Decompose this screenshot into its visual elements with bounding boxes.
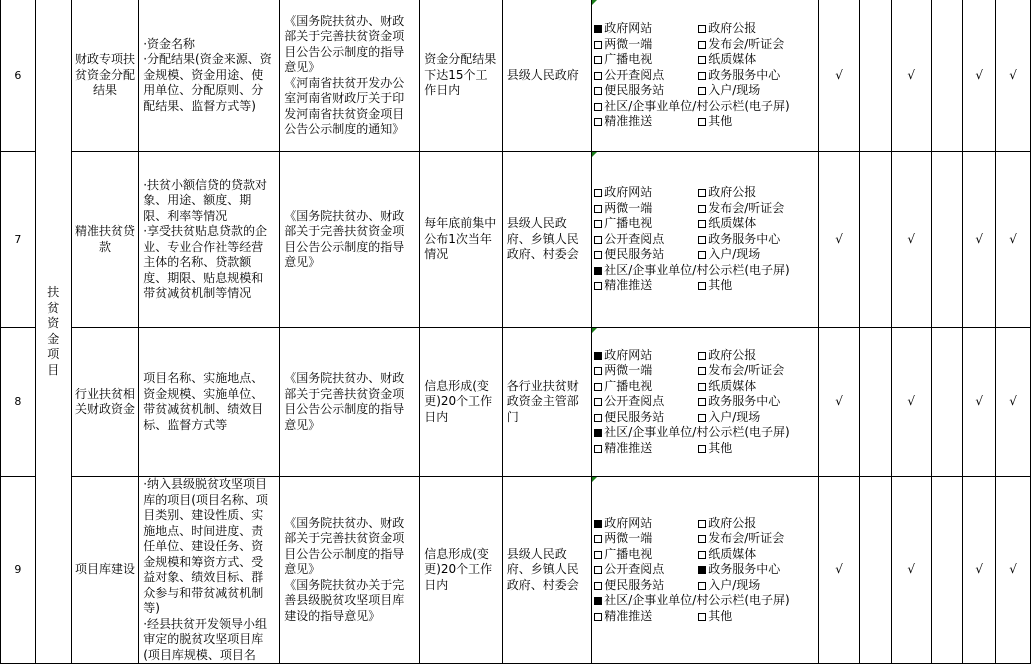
channel-label: 广播电视	[604, 52, 653, 67]
check-cell: √	[963, 152, 996, 328]
channel-label: 便民服务站	[604, 409, 665, 424]
channel-label: 政务服务中心	[708, 67, 781, 82]
channel-label: 其他	[708, 440, 733, 455]
channel-option[interactable]	[594, 531, 698, 547]
checkbox-empty-icon[interactable]	[698, 87, 706, 95]
checkbox-empty-icon[interactable]	[594, 414, 602, 422]
channel-label: 政府网站	[604, 347, 653, 362]
checkbox-empty-icon[interactable]	[698, 383, 706, 391]
subject-cell: 县级人民政府、乡镇人民政府、村委会	[502, 152, 591, 328]
row-number: 7	[1, 152, 36, 328]
channel-label: 其他	[708, 278, 733, 293]
channel-option[interactable]	[594, 593, 816, 609]
checkbox-empty-icon[interactable]	[698, 282, 706, 290]
checkbox-empty-icon[interactable]	[594, 118, 602, 126]
check-cell: √	[819, 328, 860, 477]
checkbox-checked-icon[interactable]	[594, 267, 602, 275]
channel-option[interactable]	[594, 425, 816, 441]
channel-option[interactable]	[594, 114, 698, 130]
channel-label: 政府公报	[708, 21, 757, 36]
time-cell: 每年底前集中公布1次当年情况	[420, 152, 503, 328]
basis-cell	[280, 152, 420, 328]
checkbox-empty-icon[interactable]	[594, 87, 602, 95]
cell-comment-marker	[592, 152, 597, 157]
channel-label: 纸质媒体	[708, 52, 757, 67]
checkbox-empty-icon[interactable]	[594, 383, 602, 391]
channel-label: 政府公报	[708, 185, 757, 200]
content-cell	[139, 0, 280, 152]
checkbox-empty-icon[interactable]	[594, 613, 602, 621]
checkbox-empty-icon[interactable]	[594, 220, 602, 228]
time-cell: 资金分配结果下达15个工作日内	[420, 0, 503, 152]
check-cell: √	[996, 152, 1031, 328]
checkbox-empty-icon[interactable]	[698, 414, 706, 422]
content-line: ·享受扶贫贴息贷款的企业、专业合作社等经营主体的名称、贷款额度、期限、贴息规模和带贫减贫机制等情况	[143, 224, 268, 300]
check-cell: √	[891, 328, 931, 477]
channel-option[interactable]	[594, 247, 698, 263]
basis-cell	[280, 0, 420, 152]
checkbox-empty-icon[interactable]	[594, 205, 602, 213]
channel-option[interactable]	[698, 410, 816, 426]
checkbox-checked-icon[interactable]	[698, 566, 706, 574]
channel-option[interactable]	[594, 578, 698, 594]
channel-option[interactable]	[698, 68, 816, 84]
checkbox-empty-icon[interactable]	[698, 25, 706, 33]
channel-option[interactable]	[698, 441, 816, 457]
checkbox-empty-icon[interactable]	[594, 445, 602, 453]
checkbox-empty-icon[interactable]	[594, 103, 602, 111]
channel-option[interactable]	[698, 37, 816, 53]
checkbox-empty-icon[interactable]	[594, 189, 602, 197]
checkbox-empty-icon[interactable]	[594, 72, 602, 80]
channel-list	[594, 185, 816, 294]
channel-option[interactable]	[594, 52, 698, 68]
channel-label: 精准推送	[604, 440, 653, 455]
channel-label: 便民服务站	[604, 577, 665, 592]
channels-cell	[592, 152, 819, 328]
checkbox-empty-icon[interactable]	[594, 251, 602, 259]
channel-option[interactable]	[594, 379, 698, 395]
channel-label: 两微一端	[604, 200, 653, 215]
item-name: 项目库建设	[71, 477, 139, 664]
time-cell: 信息形成(变更)20个工作日内	[420, 328, 503, 477]
checkbox-empty-icon[interactable]	[594, 367, 602, 375]
channel-option[interactable]	[594, 185, 698, 201]
channel-label: 两微一端	[604, 363, 653, 378]
channel-label: 政务服务中心	[708, 562, 781, 577]
subject-cell: 各行业扶贫财政资金主管部门	[502, 328, 591, 477]
channel-option[interactable]	[698, 114, 816, 130]
channel-option[interactable]	[698, 247, 816, 263]
item-name: 行业扶贫相关财政资金	[71, 328, 139, 477]
item-name: 财政专项扶贫资金分配结果	[71, 0, 139, 152]
channel-label: 精准推送	[604, 278, 653, 293]
check-cell: √	[963, 0, 996, 152]
check-cell: √	[891, 152, 931, 328]
channel-option[interactable]	[594, 410, 698, 426]
checkbox-empty-icon[interactable]	[594, 56, 602, 64]
channel-label: 公开查阅点	[604, 231, 665, 246]
row-number: 9	[1, 477, 36, 664]
checkbox-empty-icon[interactable]	[698, 72, 706, 80]
channel-label: 纸质媒体	[708, 216, 757, 231]
subject-cell: 县级人民政府	[502, 0, 591, 152]
channel-option[interactable]	[698, 232, 816, 248]
channel-option[interactable]	[698, 216, 816, 232]
content-cell	[139, 328, 280, 477]
checkbox-empty-icon[interactable]	[698, 352, 706, 360]
checkbox-empty-icon[interactable]	[698, 551, 706, 559]
channel-option[interactable]	[698, 348, 816, 364]
check-cell	[931, 477, 963, 664]
channel-label: 精准推送	[604, 114, 653, 129]
channel-option[interactable]	[594, 68, 698, 84]
checkbox-empty-icon[interactable]	[698, 613, 706, 621]
channel-label: 政务服务中心	[708, 394, 781, 409]
channel-label: 政务服务中心	[708, 231, 781, 246]
channel-label: 纸质媒体	[708, 378, 757, 393]
checkbox-empty-icon[interactable]	[698, 251, 706, 259]
channel-option[interactable]	[698, 531, 816, 547]
channel-label: 两微一端	[604, 531, 653, 546]
checkbox-empty-icon[interactable]	[698, 189, 706, 197]
category-cell: 扶贫资金项目	[35, 0, 71, 664]
channel-label: 公开查阅点	[604, 67, 665, 82]
channel-option[interactable]	[698, 185, 816, 201]
checkbox-checked-icon[interactable]	[594, 25, 602, 33]
channel-option[interactable]	[594, 562, 698, 578]
channel-option[interactable]	[698, 578, 816, 594]
channel-option[interactable]	[698, 278, 816, 294]
channel-option[interactable]	[594, 232, 698, 248]
check-cell	[860, 152, 892, 328]
channel-option[interactable]	[698, 379, 816, 395]
basis-line: 《国务院扶贫办、财政部关于完善扶贫资金项目公告公示制度的指导意见》	[284, 208, 405, 269]
channel-option[interactable]	[698, 609, 816, 625]
channel-label: 精准推送	[604, 608, 653, 623]
check-cell: √	[963, 328, 996, 477]
check-cell	[931, 328, 963, 477]
channel-option[interactable]	[698, 562, 816, 578]
basis-cell	[280, 477, 420, 664]
content-line: ·纳入县级脱贫攻坚项目库的项目(项目名称、项目类别、建设性质、实施地点、时间进度、责任单位、建设任务、资金规模和筹资方式、受益对象、绩效目标、群众参与和带贫减贫机制等)	[143, 477, 268, 615]
basis-line: 《国务院扶贫办、财政部关于完善扶贫资金项目公告公示制度的指导意见》	[284, 515, 405, 577]
channel-label: 社区/企事业单位/村公示栏(电子屏)	[604, 425, 790, 440]
checkbox-empty-icon[interactable]	[698, 118, 706, 126]
table-row	[1, 0, 1031, 152]
checkbox-empty-icon[interactable]	[594, 236, 602, 244]
channel-label: 纸质媒体	[708, 546, 757, 561]
checkbox-empty-icon[interactable]	[698, 445, 706, 453]
channel-list	[594, 516, 816, 625]
channel-label: 政府公报	[708, 515, 757, 530]
check-cell: √	[891, 477, 931, 664]
basis-cell	[280, 328, 420, 477]
checkbox-empty-icon[interactable]	[594, 582, 602, 590]
content-line: ·资金名称	[143, 36, 196, 51]
channel-label: 社区/企事业单位/村公示栏(电子屏)	[604, 98, 790, 113]
checkbox-empty-icon[interactable]	[698, 41, 706, 49]
check-cell: √	[819, 152, 860, 328]
channel-option[interactable]	[698, 201, 816, 217]
channel-option[interactable]	[594, 363, 698, 379]
content-cell	[139, 477, 280, 664]
channels-cell	[592, 0, 819, 152]
channel-option[interactable]	[594, 216, 698, 232]
channels-cell	[592, 328, 819, 477]
channel-label: 政府网站	[604, 21, 653, 36]
channel-label: 政府网站	[604, 185, 653, 200]
check-cell	[860, 0, 892, 152]
channel-label: 发布会/听证会	[708, 363, 785, 378]
channel-label: 便民服务站	[604, 247, 665, 262]
channel-option[interactable]	[594, 348, 698, 364]
table-row	[1, 152, 1031, 328]
check-cell	[931, 0, 963, 152]
channel-label: 广播电视	[604, 546, 653, 561]
channel-label: 社区/企事业单位/村公示栏(电子屏)	[604, 262, 790, 277]
table-row	[1, 477, 1031, 664]
channel-label: 其他	[708, 608, 733, 623]
checkbox-empty-icon[interactable]	[698, 367, 706, 375]
checkbox-empty-icon[interactable]	[698, 205, 706, 213]
channel-label: 入户/现场	[708, 409, 761, 424]
checkbox-empty-icon[interactable]	[698, 520, 706, 528]
row-number: 8	[1, 328, 36, 477]
channel-label: 政府网站	[604, 515, 653, 530]
channel-option[interactable]	[698, 547, 816, 563]
check-cell: √	[819, 477, 860, 664]
channel-option[interactable]	[594, 263, 816, 279]
checkbox-empty-icon[interactable]	[698, 236, 706, 244]
checkbox-checked-icon[interactable]	[594, 597, 602, 605]
checkbox-empty-icon[interactable]	[594, 398, 602, 406]
content-line: ·扶贫小额信贷的贷款对象、用途、额度、期限、利率等情况	[143, 177, 268, 223]
checkbox-empty-icon[interactable]	[698, 535, 706, 543]
channel-option[interactable]	[698, 394, 816, 410]
channel-option[interactable]	[594, 201, 698, 217]
cell-comment-marker	[592, 477, 597, 482]
channel-label: 入户/现场	[708, 83, 761, 98]
channels-cell	[592, 477, 819, 664]
checkbox-empty-icon[interactable]	[594, 282, 602, 290]
channel-option[interactable]	[594, 547, 698, 563]
channel-option[interactable]	[594, 609, 698, 625]
channel-option[interactable]	[594, 441, 698, 457]
channel-option[interactable]	[594, 99, 816, 115]
checkbox-empty-icon[interactable]	[698, 582, 706, 590]
channel-list	[594, 21, 816, 130]
content-line: ·分配结果(资金来源、资金规模、资金用途、使用单位、分配原则、分配结果、监督方式等)	[143, 52, 272, 113]
cell-comment-marker	[592, 0, 597, 5]
content-line: ·经县扶贫开发领导小组审定的脱贫攻坚项目库(项目库规模、项目名	[143, 616, 268, 662]
channel-label: 政府公报	[708, 347, 757, 362]
channel-label: 发布会/听证会	[708, 36, 785, 51]
channel-list	[594, 348, 816, 457]
item-name: 精准扶贫贷款	[71, 152, 139, 328]
check-cell: √	[891, 0, 931, 152]
channel-label: 便民服务站	[604, 83, 665, 98]
check-cell: √	[996, 0, 1031, 152]
channel-label: 入户/现场	[708, 577, 761, 592]
checkbox-checked-icon[interactable]	[594, 429, 602, 437]
checkbox-empty-icon[interactable]	[698, 56, 706, 64]
time-cell: 信息形成(变更)20个工作日内	[420, 477, 503, 664]
channel-option[interactable]	[698, 83, 816, 99]
row-number: 6	[1, 0, 36, 152]
content-line: 项目名称、实施地点、资金规模、实施单位、带贫减贫机制、绩效目标、监督方式等	[143, 371, 264, 432]
channel-option[interactable]	[594, 516, 698, 532]
check-cell: √	[996, 328, 1031, 477]
channel-label: 发布会/听证会	[708, 200, 785, 215]
checkbox-empty-icon[interactable]	[698, 398, 706, 406]
content-cell	[139, 152, 280, 328]
check-cell	[860, 477, 892, 664]
channel-option[interactable]	[594, 21, 698, 37]
table-row	[1, 328, 1031, 477]
basis-line: 《河南省扶贫开发办公室河南省财政厅关于印发河南省扶贫资金项目公告公示制度的通知》	[284, 75, 405, 136]
channel-label: 广播电视	[604, 378, 653, 393]
channel-option[interactable]	[698, 516, 816, 532]
checkbox-empty-icon[interactable]	[698, 220, 706, 228]
checkbox-empty-icon[interactable]	[594, 41, 602, 49]
cell-comment-marker	[592, 328, 597, 333]
channel-label: 入户/现场	[708, 247, 761, 262]
channel-label: 两微一端	[604, 36, 653, 51]
checkbox-empty-icon[interactable]	[594, 551, 602, 559]
channel-option[interactable]	[698, 21, 816, 37]
channel-label: 广播电视	[604, 216, 653, 231]
checkbox-empty-icon[interactable]	[594, 535, 602, 543]
channel-option[interactable]	[594, 394, 698, 410]
checkbox-empty-icon[interactable]	[594, 566, 602, 574]
checkbox-checked-icon[interactable]	[594, 352, 602, 360]
channel-option[interactable]	[594, 278, 698, 294]
basis-line: 《国务院扶贫办、财政部关于完善扶贫资金项目公告公示制度的指导意见》	[284, 13, 405, 74]
channel-label: 公开查阅点	[604, 394, 665, 409]
check-cell	[860, 328, 892, 477]
channel-label: 社区/企事业单位/村公示栏(电子屏)	[604, 593, 790, 608]
channel-label: 其他	[708, 114, 733, 129]
channel-option[interactable]	[698, 52, 816, 68]
channel-option[interactable]	[594, 37, 698, 53]
check-cell: √	[996, 477, 1031, 664]
subject-cell: 县级人民政府、乡镇人民政府、村委会	[502, 477, 591, 664]
check-cell: √	[963, 477, 996, 664]
channel-label: 发布会/听证会	[708, 531, 785, 546]
channel-label: 公开查阅点	[604, 562, 665, 577]
check-cell	[931, 152, 963, 328]
channel-option[interactable]	[594, 83, 698, 99]
check-cell: √	[819, 0, 860, 152]
checkbox-checked-icon[interactable]	[594, 520, 602, 528]
channel-option[interactable]	[698, 363, 816, 379]
basis-line: 《国务院扶贫办关于完善县级脱贫攻坚项目库建设的指导意见》	[284, 577, 405, 623]
basis-line: 《国务院扶贫办、财政部关于完善扶贫资金项目公告公示制度的指导意见》	[284, 371, 405, 432]
